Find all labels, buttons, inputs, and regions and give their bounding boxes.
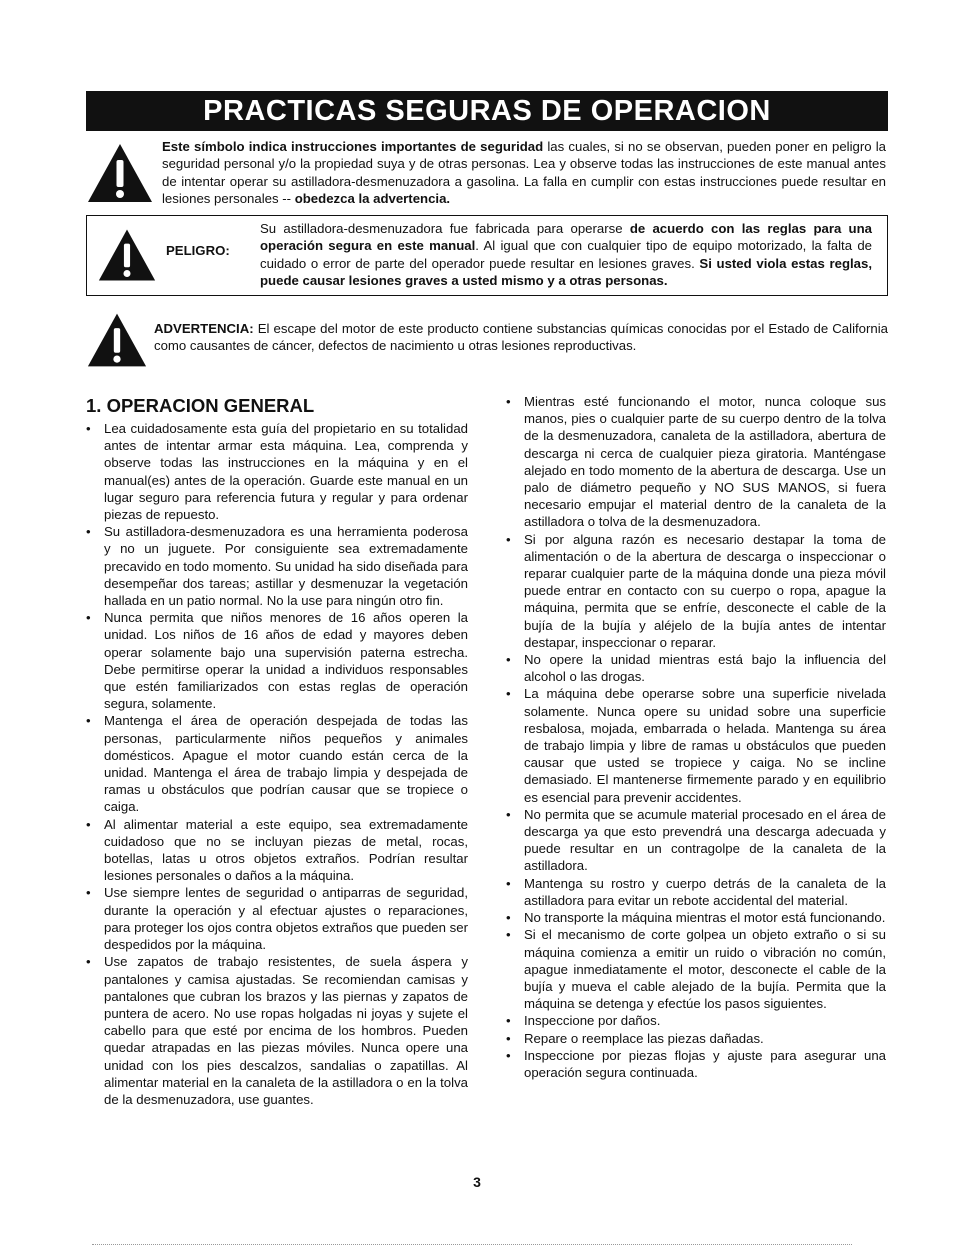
warning-triangle-icon <box>98 227 156 283</box>
list-item: • Su astilladora-desmenuzadora es una herramienta poderosa y no un juguete. Por consiguiente sea extremadamente precavido en todo momento. Su unidad ha sido diseñada para desempeñar dos tareas; astillar y desmenuzar la vegetación hallada en un patio normal. No la use para ningún otro fin. <box>86 523 468 609</box>
list-item: • Nunca permita que niños menores de 16 años operen la unidad. Los niños de 16 años de edad y mayores deben operar solamente bajo una supervisión paterna estrecha. Debe permitirse operar la unidad a individuos responsables que estén familiarizados con estas reglas de operación segura, solamente. <box>86 609 468 712</box>
list-item: • No permita que se acumule material procesado en el área de descarga ya que esto prevendrá una descarga adecuada y puede resultar en un contragolpe de la canaleta de la astilladora. <box>506 806 886 875</box>
warning-triangle-icon <box>87 143 153 203</box>
list-item: • Si por alguna razón es necesario destapar la toma de alimentación o de la abertura de descarga o inspeccionar o reparar cualquier parte de la máquina donde una pieza móvil puede entrar en contacto con su cuerpo o ropa, apague la máquina, permita que se enfríe, desconecte el cable de la bujía de la bujía y aléjelo de la bujía antes de intentar destapar, inspeccionar o reparar. <box>506 531 886 651</box>
danger-text-1: Su astilladora-desmenuzadora fue fabricada para operarse <box>260 221 630 236</box>
list-item: • Inspeccione por piezas flojas y ajuste para asegurar una operación segura continuada. <box>506 1047 886 1081</box>
list-item: • Inspeccione por daños. <box>506 1012 886 1029</box>
list-item: • Mantenga el área de operación despejada de todas las personas, particularmente niños pequeños y animales domésticos. Apague el motor cuando están cerca de la unidad. Mantenga el área de trabajo limpia y despejada de ramas u obstáculos que podrían causar que se tropiece o caiga. <box>86 712 468 815</box>
warning-paragraph <box>154 320 888 355</box>
bottom-divider <box>92 1244 852 1245</box>
list-item: • Si el mecanismo de corte golpea un objeto extraño o si su máquina comienza a emitir un ruido o vibración no común, apague inmediatamente el motor, desconecte el cable de la bujía y mueva el cable alejado de la bujía. Permita que la máquina se detenga y efectúe los pasos siguientes. <box>506 926 886 1012</box>
right-column <box>506 393 886 1081</box>
danger-bold-2: Si usted viola estas reglas, puede causar lesiones graves a usted mismo y a otras personas. <box>260 255 872 289</box>
danger-label: PELIGRO: <box>166 243 230 258</box>
page-number: 3 <box>473 1174 481 1190</box>
list-item: • Lea cuidadosamente esta guía del propietario en su totalidad antes de intentar armar esta máquina. Lea, comprenda y observe todas las instrucciones en la máquina y en el manual(es) antes de la operación. Guarde este manual en un lugar seguro para referencia futura y regular y para ordenar piezas de repuesto. <box>86 420 468 523</box>
danger-bold-1: de acuerdo con las reglas para una operación segura en este manual <box>260 221 873 254</box>
danger-text <box>260 220 872 290</box>
list-item: • No transporte la máquina mientras el motor está funcionando. <box>506 909 886 926</box>
page-title: PRACTICAS SEGURAS DE OPERACION <box>86 91 888 131</box>
intro-bold-tail: obedezca la advertencia. <box>294 191 451 207</box>
list-item: • Use zapatos de trabajo resistentes, de suela áspera y pantalones y camisa ajustadas. Se recomiendan camisas y pantalones que cubran los brazos y las piernas y zapatos de puntera de acero. No use ropas holgadas ni joyas y sujete el cabello para que esté por encima de los hombros. Pueden quedar atrapadas en las piezas móviles. Nunca opere una unidad con los pies descalzos, sandalias o zapatillas. Al alimentar material en la canaleta de la astilladora o en la tolva de la desmenuzadora, use guantes. <box>86 953 468 1108</box>
warning-text: El escape del motor de este producto contiene substancias químicas conocidas por el Estado de California como causantes de cáncer, defectos de nacimiento u otras lesiones reproductivas. <box>154 321 888 354</box>
left-bullet-list <box>86 420 468 1108</box>
list-item: • Repare o reemplace las piezas dañadas. <box>506 1030 886 1047</box>
list-item: • La máquina debe operarse sobre una superficie nivelada solamente. Nunca opere su unidad sobre una superficie resbalosa, mojada, embarrada o helada. Mantenga su área de trabajo limpia y libre de ramas u obstáculos que pueden causar que usted se tropiece y caiga. No se incline demasiado. El mantenerse firmemente parado y en equilibrio es esencial para prevenir accidentes. <box>506 685 886 805</box>
intro-text: las cuales, si no se observan, pueden poner en peligro la seguridad personal y/o la propiedad suya y de otras personas. Lea y observe todas las instrucciones de este manual antes de intentar operar su astilladora-desmenuzadora a gasolina. La falla en cumplir con estas instrucciones puede resultar en lesiones personales -- <box>162 139 887 207</box>
list-item: • Al alimentar material a este equipo, sea extremadamente cuidadoso que no se incluyan piezas de metal, rocas, botellas, latas u otros objetos extraños. Podrían resultar lesiones personales o daños a la máquina. <box>86 816 468 885</box>
left-column <box>86 395 468 1108</box>
intro-paragraph <box>162 138 886 208</box>
warning-label: ADVERTENCIA: <box>154 321 254 336</box>
list-item: • No opere la unidad mientras está bajo la influencia del alcohol o las drogas. <box>506 651 886 685</box>
section-heading: 1. OPERACION GENERAL <box>86 395 315 416</box>
warning-triangle-icon <box>87 312 147 368</box>
list-item: • Mientras esté funcionando el motor, nunca coloque sus manos, pies o cualquier parte de su cuerpo dentro de la tolva de la desmenuzadora, canaleta de la astilladora, abertura de descarga ni cerca de cualquier pieza giratoria. Manténgase alejado en todo momento de la abertura de descarga. Use un palo de diámetro pequeño y NO SUS MANOS, si fuera necesario empujar el material dentro de la canaleta de la astilladora o tolva de la desmenuzadora. <box>506 393 886 531</box>
right-bullet-list <box>506 393 886 1081</box>
danger-text-2: . Al igual que con cualquier tipo de equipo motorizado, la falta de cuidado o error de parte del operador puede resultar en lesiones graves. <box>260 238 872 271</box>
intro-bold-lead: Este símbolo indica instrucciones importantes de seguridad <box>162 139 544 154</box>
list-item: • Mantenga su rostro y cuerpo detrás de la canaleta de la astilladora para evitar un rebote accidental del material. <box>506 875 886 909</box>
list-item: • Use siempre lentes de seguridad o antiparras de seguridad, durante la operación y al efectuar ajustes o reparaciones, para proteger los ojos contra objetos extraños que pueden ser despedidos por la máquina. <box>86 884 468 953</box>
